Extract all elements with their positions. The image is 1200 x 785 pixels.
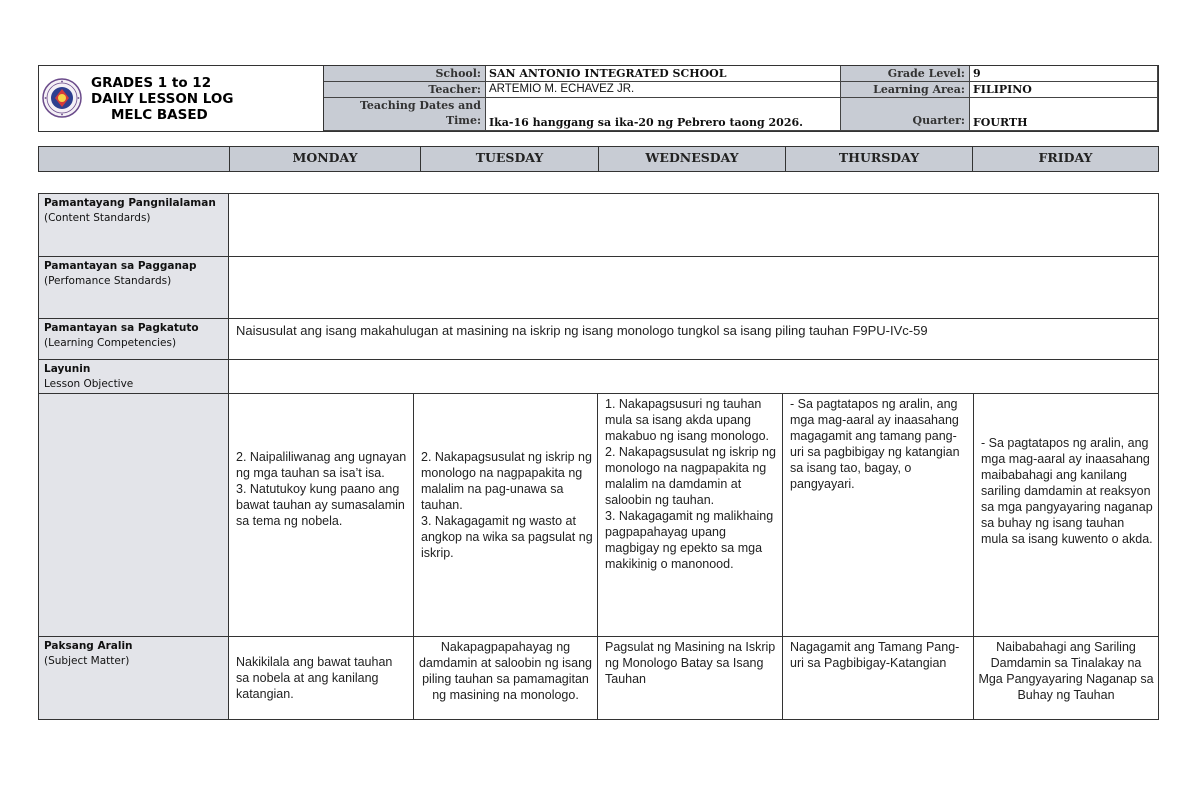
subject-wednesday: Pagsulat ng Masining na Iskrip ng Monologo Batay sa Isang Tauhan	[598, 637, 783, 719]
day-monday: MONDAY	[229, 147, 420, 171]
row-label-subject-matter	[39, 637, 229, 719]
lesson-log-header	[38, 65, 1159, 132]
performance-standards-title: Pamantayan sa Pagganap	[44, 260, 197, 272]
quarter-value: FOURTH	[969, 98, 1158, 131]
school-value: SAN ANTONIO INTEGRATED SCHOOL	[485, 66, 841, 82]
performance-standards-subtitle: (Perfomance Standards)	[44, 275, 172, 287]
teacher-value: ARTEMIO M. ECHAVEZ JR.	[485, 82, 841, 98]
title-line-2: DAILY LESSON LOG	[91, 91, 234, 107]
header-row-school	[324, 66, 1158, 82]
lesson-objective-cell	[229, 360, 1158, 394]
day-wednesday: WEDNESDAY	[598, 147, 785, 171]
day-friday: FRIDAY	[972, 147, 1158, 171]
learning-competencies-cell: Naisusulat ang isang makahulugan at masining na iskrip ng isang monologo tungkol sa isang piling tauhan F9PU-IVc-59	[229, 319, 1158, 360]
objective-friday: - Sa pagtatapos ng aralin, ang mga mag-aaral ay inaasahang maibabahagi ang kanilang sariling damdamin at reaksyon sa mga pangyayaring naganap sa buhay ng isang tauhan mula sa isang kuwento o akda.	[974, 394, 1158, 637]
learning-area-value: FILIPINO	[969, 82, 1158, 98]
subject-tuesday: Nakapagpapahayag ng damdamin at saloobin ng isang piling tauhan sa pamamagitan ng masining na monologo.	[414, 637, 598, 719]
subject-thursday: Nagagamit ang Tamang Pang-uri sa Pagbibigay-Katangian	[783, 637, 974, 719]
objective-monday: 2. Naipaliliwanag ang ugnayan ng mga tauhan sa isa’t isa. 3. Natutukoy kung paano ang bawat tauhan ay sumasalamin sa tema ng nobela.	[229, 394, 414, 637]
lesson-objective-title: Layunin	[44, 363, 91, 375]
lesson-objective-subtitle: Lesson Objective	[44, 378, 134, 390]
header-row-dates	[324, 98, 1158, 131]
day-tuesday: TUESDAY	[420, 147, 598, 171]
teacher-label: Teacher:	[324, 82, 485, 98]
content-standards-cell	[229, 194, 1158, 257]
school-label: School:	[324, 66, 485, 82]
row-label-learning-competencies	[39, 319, 229, 360]
subject-monday: Nakikilala ang bawat tauhan sa nobela at ang kanilang katangian.	[229, 637, 414, 719]
deped-seal-icon	[42, 78, 82, 118]
title-line-1: GRADES 1 to 12	[91, 75, 212, 91]
dates-label-line-2: Time:	[445, 114, 481, 127]
objective-wednesday: 1. Nakapagsusuri ng tauhan mula sa isang akda upang makabuo ng isang monologo. 2. Nakapagsusulat ng iskrip ng monologo na nagpapakita ng malalim na damdamin at saloobin ng tauhan. 3. Nakagagamit ng malikhaing pagpapahayag upang magbigay ng epekto sa mga makikinig o manonood.	[598, 394, 783, 637]
content-standards-title: Pamantayang Pangnilalaman	[44, 197, 216, 209]
dates-value: Ika-16 hanggang sa ika-20 ng Pebrero taong 2026.	[485, 98, 841, 131]
dates-label-line-1: Teaching Dates and	[359, 99, 481, 112]
title-cell	[39, 66, 324, 131]
header-row-teacher	[324, 82, 1158, 98]
dates-label	[324, 98, 485, 131]
day-header-bar	[38, 146, 1159, 172]
content-standards-subtitle: (Content Standards)	[44, 212, 151, 224]
learning-area-label: Learning Area:	[841, 82, 969, 98]
grade-level-label: Grade Level:	[841, 66, 969, 82]
day-thursday: THURSDAY	[785, 147, 972, 171]
learning-competencies-title: Pamantayan sa Pagkatuto	[44, 322, 199, 334]
objective-tuesday: 2. Nakapagsusulat ng iskrip ng monologo na nagpapakita ng malalim na pag-unawa sa tauhan. 3. Nakagagamit ng wasto at angkop na wika sa pagsulat ng iskrip.	[414, 394, 598, 637]
lesson-table	[38, 193, 1159, 720]
subject-matter-subtitle: (Subject Matter)	[44, 655, 130, 667]
performance-standards-cell	[229, 257, 1158, 319]
grade-level-value: 9	[969, 66, 1158, 82]
document-title	[91, 75, 271, 123]
subject-matter-title: Paksang Aralin	[44, 640, 133, 652]
learning-competencies-subtitle: (Learning Competencies)	[44, 337, 177, 349]
title-line-3: MELC BASED	[111, 107, 208, 123]
subject-friday: Naibabahagi ang Sariling Damdamin sa Tinalakay na Mga Pangyayaring Naganap sa Buhay ng Tauhan	[978, 640, 1154, 702]
row-label-performance-standards	[39, 257, 229, 319]
row-label-content-standards	[39, 194, 229, 257]
quarter-label-text: Quarter:	[912, 114, 965, 127]
quarter-label	[841, 98, 969, 131]
row-label-objectives-blank	[39, 394, 229, 637]
objective-thursday: - Sa pagtatapos ng aralin, ang mga mag-aaral ay inaasahang magagamit ang tamang pang-uri sa pagbibigay ng katangian sa isang tao, bagay, o pangyayari.	[783, 394, 974, 637]
row-label-lesson-objective	[39, 360, 229, 394]
